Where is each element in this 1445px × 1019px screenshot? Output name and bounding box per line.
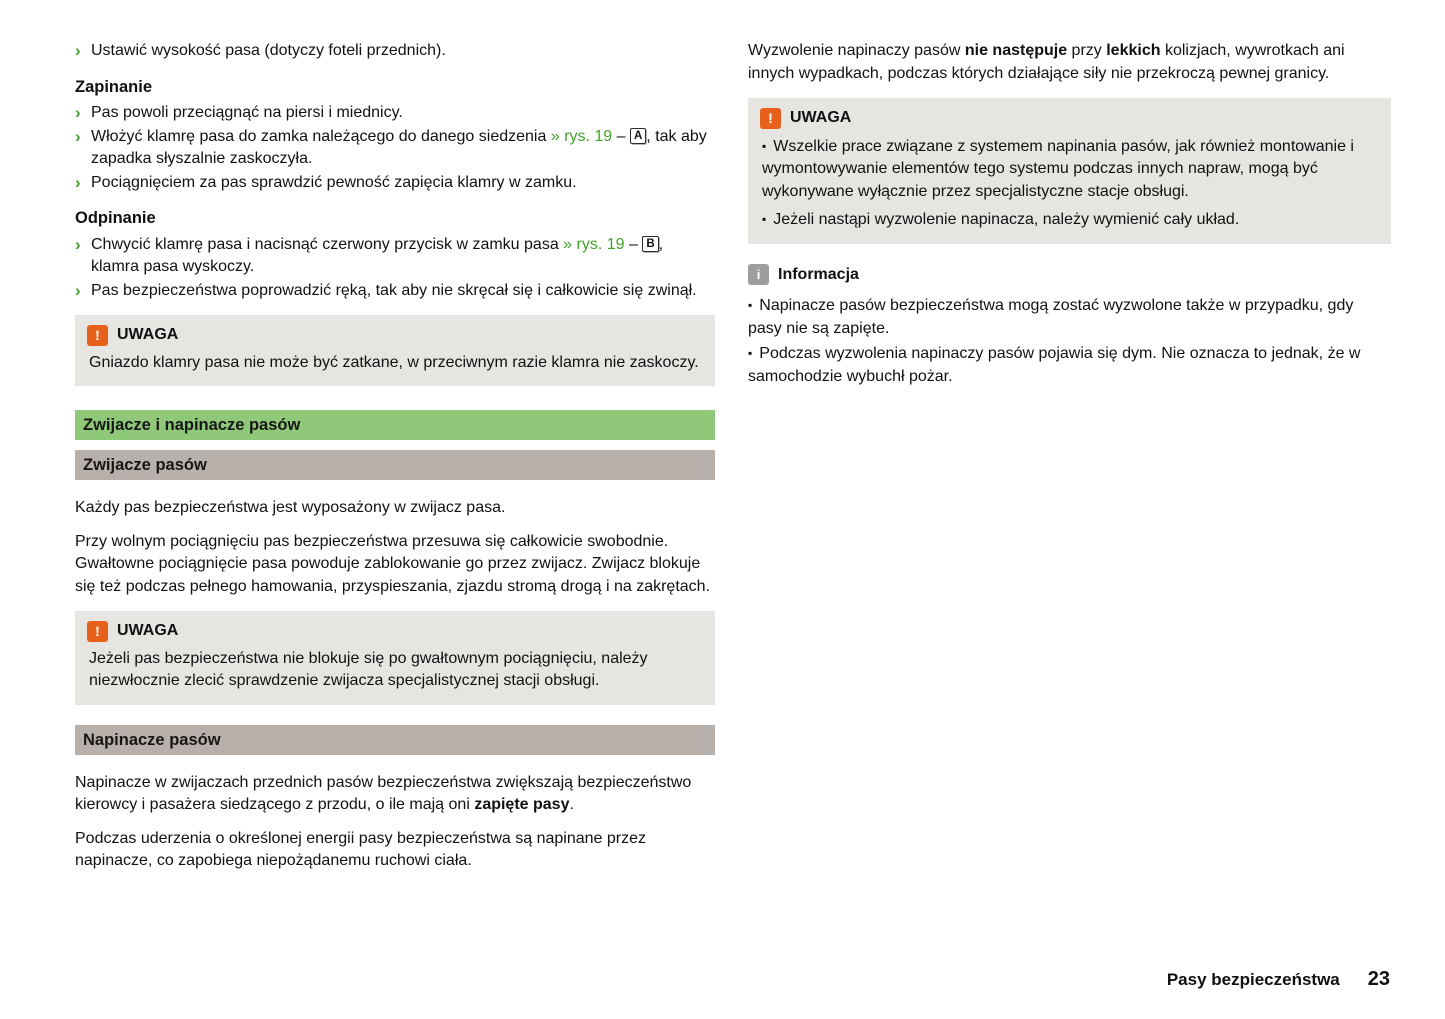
note-item-text — [762, 138, 1354, 200]
subsection-title-zapinanie: Zapinanie — [75, 77, 153, 96]
chevron-bullet-icon: › — [75, 41, 81, 60]
text-run: , klamra pasa wyskoczy. — [91, 235, 664, 275]
chevron-bullet-icon: › — [75, 126, 81, 146]
paragraph — [75, 497, 715, 520]
note-item-text — [773, 211, 1239, 228]
warning-note-header — [87, 324, 701, 347]
text-run: Pas bezpieczeństwa poprowadzić ręką, tak aby nie skręcał się i całkowicie się zwinął. — [91, 281, 697, 299]
text-run: Jeżeli pas bezpieczeństwa nie blokuje się po gwałtownym pociągnięciu, należy niezwłocznie zlecić sprawdzenie zwijacza specjalistycznej stacji obsługi. — [89, 649, 648, 689]
text-run: , tak aby zapadka słyszalnie zaskoczyła. — [91, 127, 707, 167]
text-run: Gniazdo klamry pasa nie może być zatkane, w przeciwnym razie klamra nie zaskoczy. — [89, 353, 699, 371]
warning-note-header — [760, 107, 1377, 130]
square-bullet-icon: ▪ — [762, 212, 767, 226]
paragraph — [748, 40, 1391, 85]
figure-reference-link[interactable]: » rys. 19 — [563, 235, 625, 253]
text-run: Ustawić wysokość pasa (dotyczy foteli przednich). — [91, 42, 446, 59]
warning-note-header — [87, 620, 701, 643]
text-run: – — [624, 235, 643, 253]
text-run: Każdy pas bezpieczeństwa jest wyposażony w zwijacz pasa. — [75, 499, 506, 516]
text-run: Włożyć klamrę pasa do zamka należącego do danego siedzenia — [91, 127, 551, 145]
section-header-zwijacze-i-napinacze: Zwijacze i napinacze pasów — [75, 410, 715, 440]
warning-note-text — [87, 648, 701, 693]
text-run: przy — [1067, 42, 1107, 59]
list-item-text — [91, 234, 715, 279]
subsection-title-odpinanie: Odpinanie — [75, 209, 156, 227]
list-item — [75, 172, 715, 195]
info-block-title: Informacja — [778, 265, 859, 283]
square-bullet-icon: ▪ — [748, 298, 753, 312]
section-header-zwijacze-pasow: Zwijacze pasów — [75, 450, 715, 480]
text-run: Podczas wyzwolenia napinaczy pasów pojawia się dym. Nie oznacza to jednak, że w samochodzie wybuchł pożar. — [748, 345, 1361, 385]
text-run: – — [612, 127, 630, 145]
list-item-text — [91, 102, 715, 125]
text-run: Jeżeli nastąpi wyzwolenie napinacza, należy wymienić cały układ. — [773, 211, 1240, 228]
warning-note-box — [748, 98, 1391, 244]
odpinanie-bullet-list — [75, 234, 715, 303]
list-item — [75, 280, 715, 303]
content-columns — [75, 40, 1391, 884]
bold-text: nie następuje — [964, 42, 1068, 59]
text-run: Przy wolnym pociągnięciu pas bezpieczeństwa przesuwa się całkowicie swobodnie. Gwałtowne pociągnięcie pasa powoduje zablokowanie go przez zwijacz. Zwijacz blokuje się też podczas pełnego hamowania, przyspieszania, zjazdu stromą drogą i na zakrętach. — [75, 532, 711, 595]
square-bullet-icon: ▪ — [762, 138, 767, 153]
text-run: kolizjach, wywrotkach ani innych wypadkach, podczas których działające siły nie przekroczą pewnej granicy. — [748, 42, 1345, 82]
info-list-item — [748, 342, 1391, 388]
chevron-bullet-icon: › — [75, 234, 81, 254]
right-column — [748, 40, 1391, 884]
list-item-text — [91, 172, 715, 195]
warning-note-title: UWAGA — [117, 622, 179, 639]
list-item-text — [91, 126, 715, 171]
zapinanie-bullet-list — [75, 102, 715, 194]
info-icon: i — [748, 264, 769, 285]
text-run: Wyzwolenie napinaczy pasów — [748, 42, 965, 59]
paragraph — [75, 531, 715, 599]
top-bullet-list — [75, 40, 715, 63]
warning-icon: ! — [87, 325, 108, 346]
list-item — [75, 40, 715, 63]
bold-text: lekkich — [1106, 42, 1161, 59]
figure-reference-link[interactable]: » rys. 19 — [550, 127, 613, 145]
list-item-text — [91, 40, 715, 63]
paragraph — [75, 828, 715, 873]
chevron-bullet-icon: › — [75, 172, 81, 192]
callout-letter-badge: B — [642, 236, 658, 252]
text-run: Podczas uderzenia o określonej energii pasy bezpieczeństwa są napinane przez napinacze, co zapobiega niepożądanemu ruchowi ciała. — [75, 829, 647, 869]
warning-note-box — [75, 315, 715, 386]
callout-letter-badge: A — [630, 128, 646, 144]
chevron-bullet-icon: › — [75, 280, 81, 300]
warning-note-box — [75, 611, 715, 705]
chevron-bullet-icon: › — [75, 103, 81, 122]
text-run: Chwycić klamrę pasa i nacisnąć czerwony przycisk w zamku pasa — [91, 235, 564, 253]
text-run: . — [569, 796, 574, 813]
text-run: Pociągnięciem za pas sprawdzić pewność zapięcia klamry w zamku. — [91, 173, 577, 191]
left-column — [75, 40, 715, 884]
list-item — [75, 126, 715, 171]
paragraph — [75, 772, 715, 817]
text-run: Pas powoli przeciągnąć na piersi i miednicy. — [91, 104, 403, 121]
info-list-item — [748, 294, 1391, 340]
text-run: Napinacze pasów bezpieczeństwa mogą zostać wyzwolone także w przypadku, gdy pasy nie są zapięte. — [748, 297, 1354, 337]
warning-note-text — [87, 352, 701, 375]
square-bullet-icon: ▪ — [748, 346, 753, 360]
text-run: Napinacze w zwijaczach przednich pasów bezpieczeństwa zwiększają bezpieczeństwo kierowcy i pasażera siedzącego z przodu, o ile mają oni — [75, 773, 692, 813]
list-item — [75, 234, 715, 279]
info-item-text — [748, 345, 1360, 385]
warning-note-list-item — [760, 135, 1377, 204]
warning-note-list-item — [760, 208, 1377, 232]
section-header-napinacze-pasow: Napinacze pasów — [75, 725, 715, 755]
footer-section-label: Pasy bezpieczeństwa — [1166, 970, 1340, 989]
warning-note-title: UWAGA — [117, 326, 179, 343]
list-item-text — [91, 280, 715, 303]
warning-note-title: UWAGA — [790, 109, 852, 126]
warning-icon: ! — [760, 108, 781, 129]
info-item-text — [748, 297, 1353, 337]
warning-icon: ! — [87, 621, 108, 642]
page-footer — [1167, 968, 1390, 991]
text-run: Wszelkie prace związane z systemem napinania pasów, jak również montowanie i wymontowywanie elementów tego systemu podczas innych napraw, mogą być wykonywane wyłącznie przez specjalistyczne stacje obsługi. — [762, 137, 1354, 200]
page-number: 23 — [1367, 968, 1390, 990]
bold-text: zapięte pasy — [474, 796, 570, 813]
list-item — [75, 102, 715, 125]
info-block-header — [748, 264, 1391, 287]
